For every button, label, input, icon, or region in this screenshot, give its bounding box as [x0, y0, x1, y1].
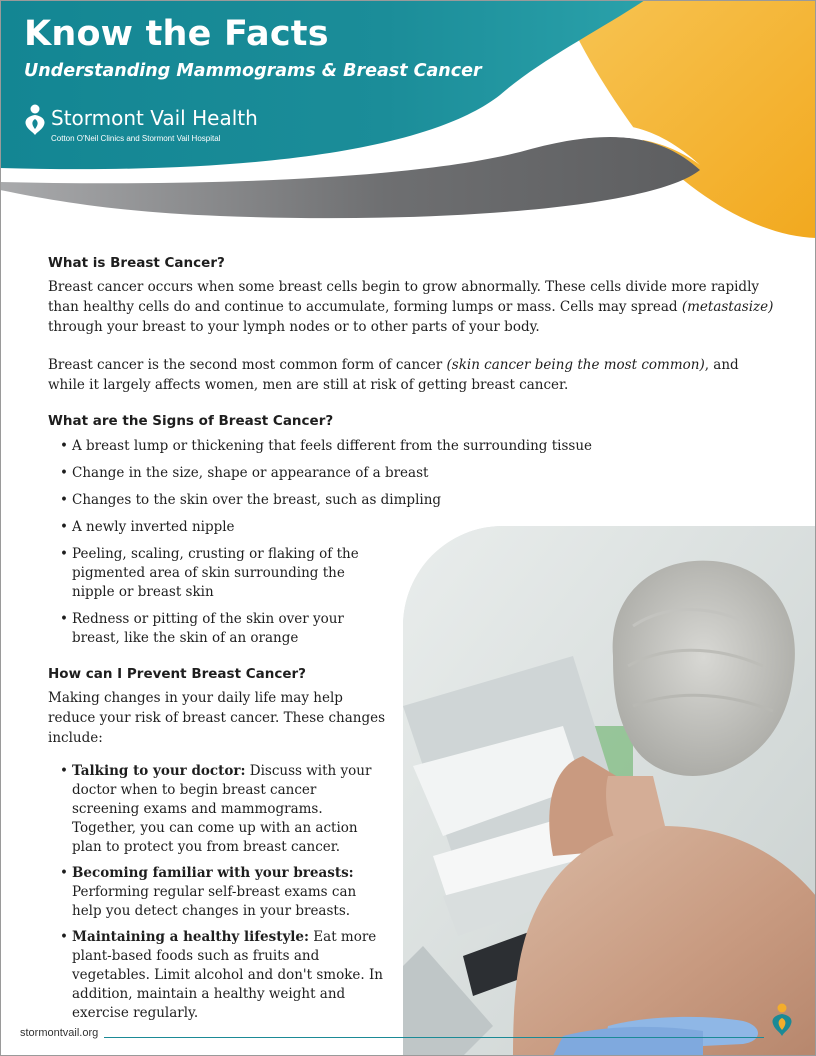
- ribbon-logo-icon: [24, 104, 46, 136]
- section-heading-signs: What are the Signs of Breast Cancer?: [48, 413, 334, 429]
- list-item: • Redness or pitting of the skin over your breast, like the skin of an orange: [48, 610, 372, 648]
- section-heading-what-is: What is Breast Cancer?: [48, 255, 225, 271]
- footer-ribbon-icon: [771, 1003, 793, 1037]
- what-is-paragraph-2: Breast cancer is the second most common form of cancer (skin cancer being the most common), and while it largely affects women, men are still at risk of getting breast cancer.: [48, 357, 739, 393]
- brand-name: Stormont Vail Health: [51, 106, 258, 130]
- list-item: • A newly inverted nipple: [48, 518, 778, 537]
- gold-swoosh: [560, 0, 816, 238]
- section-heading-prevent: How can I Prevent Breast Cancer?: [48, 666, 306, 682]
- footer-divider: [104, 1037, 764, 1038]
- list-item: • Becoming familiar with your breasts: Performing regular self-breast exams can help you detect changes in your breasts.: [48, 864, 384, 921]
- list-item: • Peeling, scaling, crusting or flaking of the pigmented area of skin surrounding the nipple or breast skin: [48, 545, 372, 602]
- main-content: [48, 255, 778, 1030]
- prevent-intro: Making changes in your daily life may help reduce your risk of breast cancer. These changes include:: [48, 690, 386, 746]
- footer-url: stormontvail.org: [20, 1027, 99, 1039]
- list-item: • Talking to your doctor: Discuss with your doctor when to begin breast cancer screening exams and mammograms. Together, you can come up with an action plan to protect you from breast cancer.: [48, 762, 384, 857]
- list-item: • Changes to the skin over the breast, such as dimpling: [48, 491, 778, 510]
- list-item: • Change in the size, shape or appearance of a breast: [48, 464, 778, 483]
- signs-list: [48, 437, 778, 648]
- page-title: Know the Facts: [24, 14, 329, 54]
- list-item: • Maintaining a healthy lifestyle: Eat more plant-based foods such as fruits and vegetables. Limit alcohol and don't smoke. In addition, maintain a healthy weight and exercise regularly.: [48, 928, 384, 1023]
- prevent-list: [48, 762, 778, 1023]
- brand-tagline: Cotton O'Neil Clinics and Stormont Vail Hospital: [51, 134, 221, 143]
- what-is-paragraph-1: Breast cancer occurs when some breast cells begin to grow abnormally. These cells divide more rapidly than healthy cells do and continue to accumulate, forming lumps or mass. Cells may spread (metastasize) through your breast to your lymph nodes or to other parts of your body.: [48, 279, 774, 335]
- page-subtitle: Understanding Mammograms & Breast Cancer: [24, 61, 482, 81]
- list-item: • A breast lump or thickening that feels different from the surrounding tissue: [48, 437, 778, 456]
